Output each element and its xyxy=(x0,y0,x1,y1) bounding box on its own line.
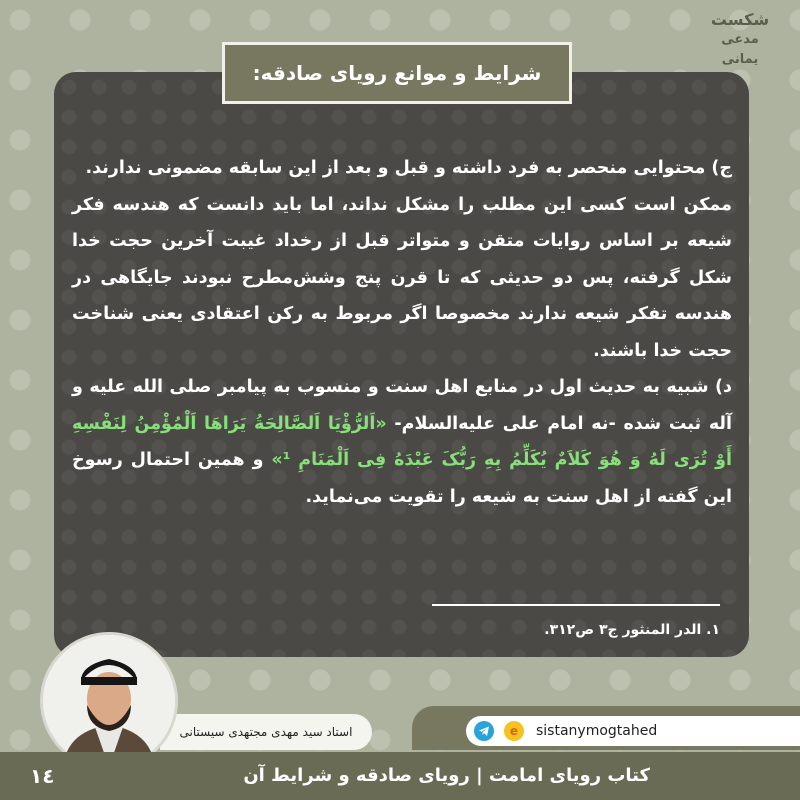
telegram-icon[interactable] xyxy=(474,721,494,741)
hadith-quote: «اَلرُّؤْیَا اَلصَّالِحَةُ یَرَاهَا اَلْمُؤْمِنُ لِنَفْسِهِ أَوْ تُرَى لَهُ وَ هُوَ کَلاَمٌ یُکَلِّمُ بِهِ رَبُّکَ عَبْدَهُ فِی اَلْمَنَامِ ¹» xyxy=(72,413,732,470)
speaker-portrait xyxy=(40,632,178,770)
eitaa-icon[interactable]: e xyxy=(504,721,524,741)
brand-line-2: مدعی xyxy=(721,32,759,47)
paragraph-3-outro: و همین احتمال رسوخ این گفته از اهل سنت به شیعه را تقویت می‌نماید. xyxy=(72,450,732,507)
speaker-avatar xyxy=(43,635,175,767)
body-text xyxy=(72,150,732,515)
footnote-divider xyxy=(432,604,720,606)
page-title: شرایط و موانع رویای صادقه: xyxy=(252,61,542,85)
page-number: ١٤ xyxy=(30,764,55,788)
title-box xyxy=(222,42,572,104)
footer-title: کتاب رویای امامت | رویای صادقه و شرایط آن xyxy=(243,765,650,786)
brand-line-1: شکست xyxy=(710,10,770,29)
footnote: ١. الدر المنثور ج٣ ص٣١٢. xyxy=(544,622,720,638)
social-pill[interactable] xyxy=(466,716,800,746)
brand-logo xyxy=(690,10,790,70)
brand-line-3: یمانی xyxy=(721,52,759,67)
social-handle[interactable]: sistanymogtahed xyxy=(536,723,658,739)
speaker-name-strip xyxy=(160,714,372,750)
paragraph-1: ج) محتوایی منحصر به فرد داشته و قبل و بعد از این سابقه مضمونی ندارند. xyxy=(85,158,732,178)
paragraph-2: ممکن است کسی این مطلب را مشکل نداند، اما باید دانست که هندسه فکر شیعه بر اساس روایات متقن و متواتر قبل از رخداد غیبت آخرین حجت خدا شکل گرفته، پس دو حدیثی که تا قرن پنج وشش‌مطرح نبودند جایگاهی در هندسه تفکر شیعه ندارند مخصوصا اگر مربوط به رکن اعتقادی یعنی شناخت حجت خدا باشند. xyxy=(72,194,732,361)
speaker-name: استاد سید مهدی مجتهدی سیستانی xyxy=(179,725,353,739)
paragraph-3 xyxy=(72,369,732,515)
paragraph-3-intro: د) شبیه به حدیث اول در منابع اهل سنت و منسوب به پیامبر صلی الله علیه و آله ثبت شده -نه امام علی علیه‌السلام- xyxy=(72,377,733,434)
footer-bar xyxy=(0,752,800,800)
